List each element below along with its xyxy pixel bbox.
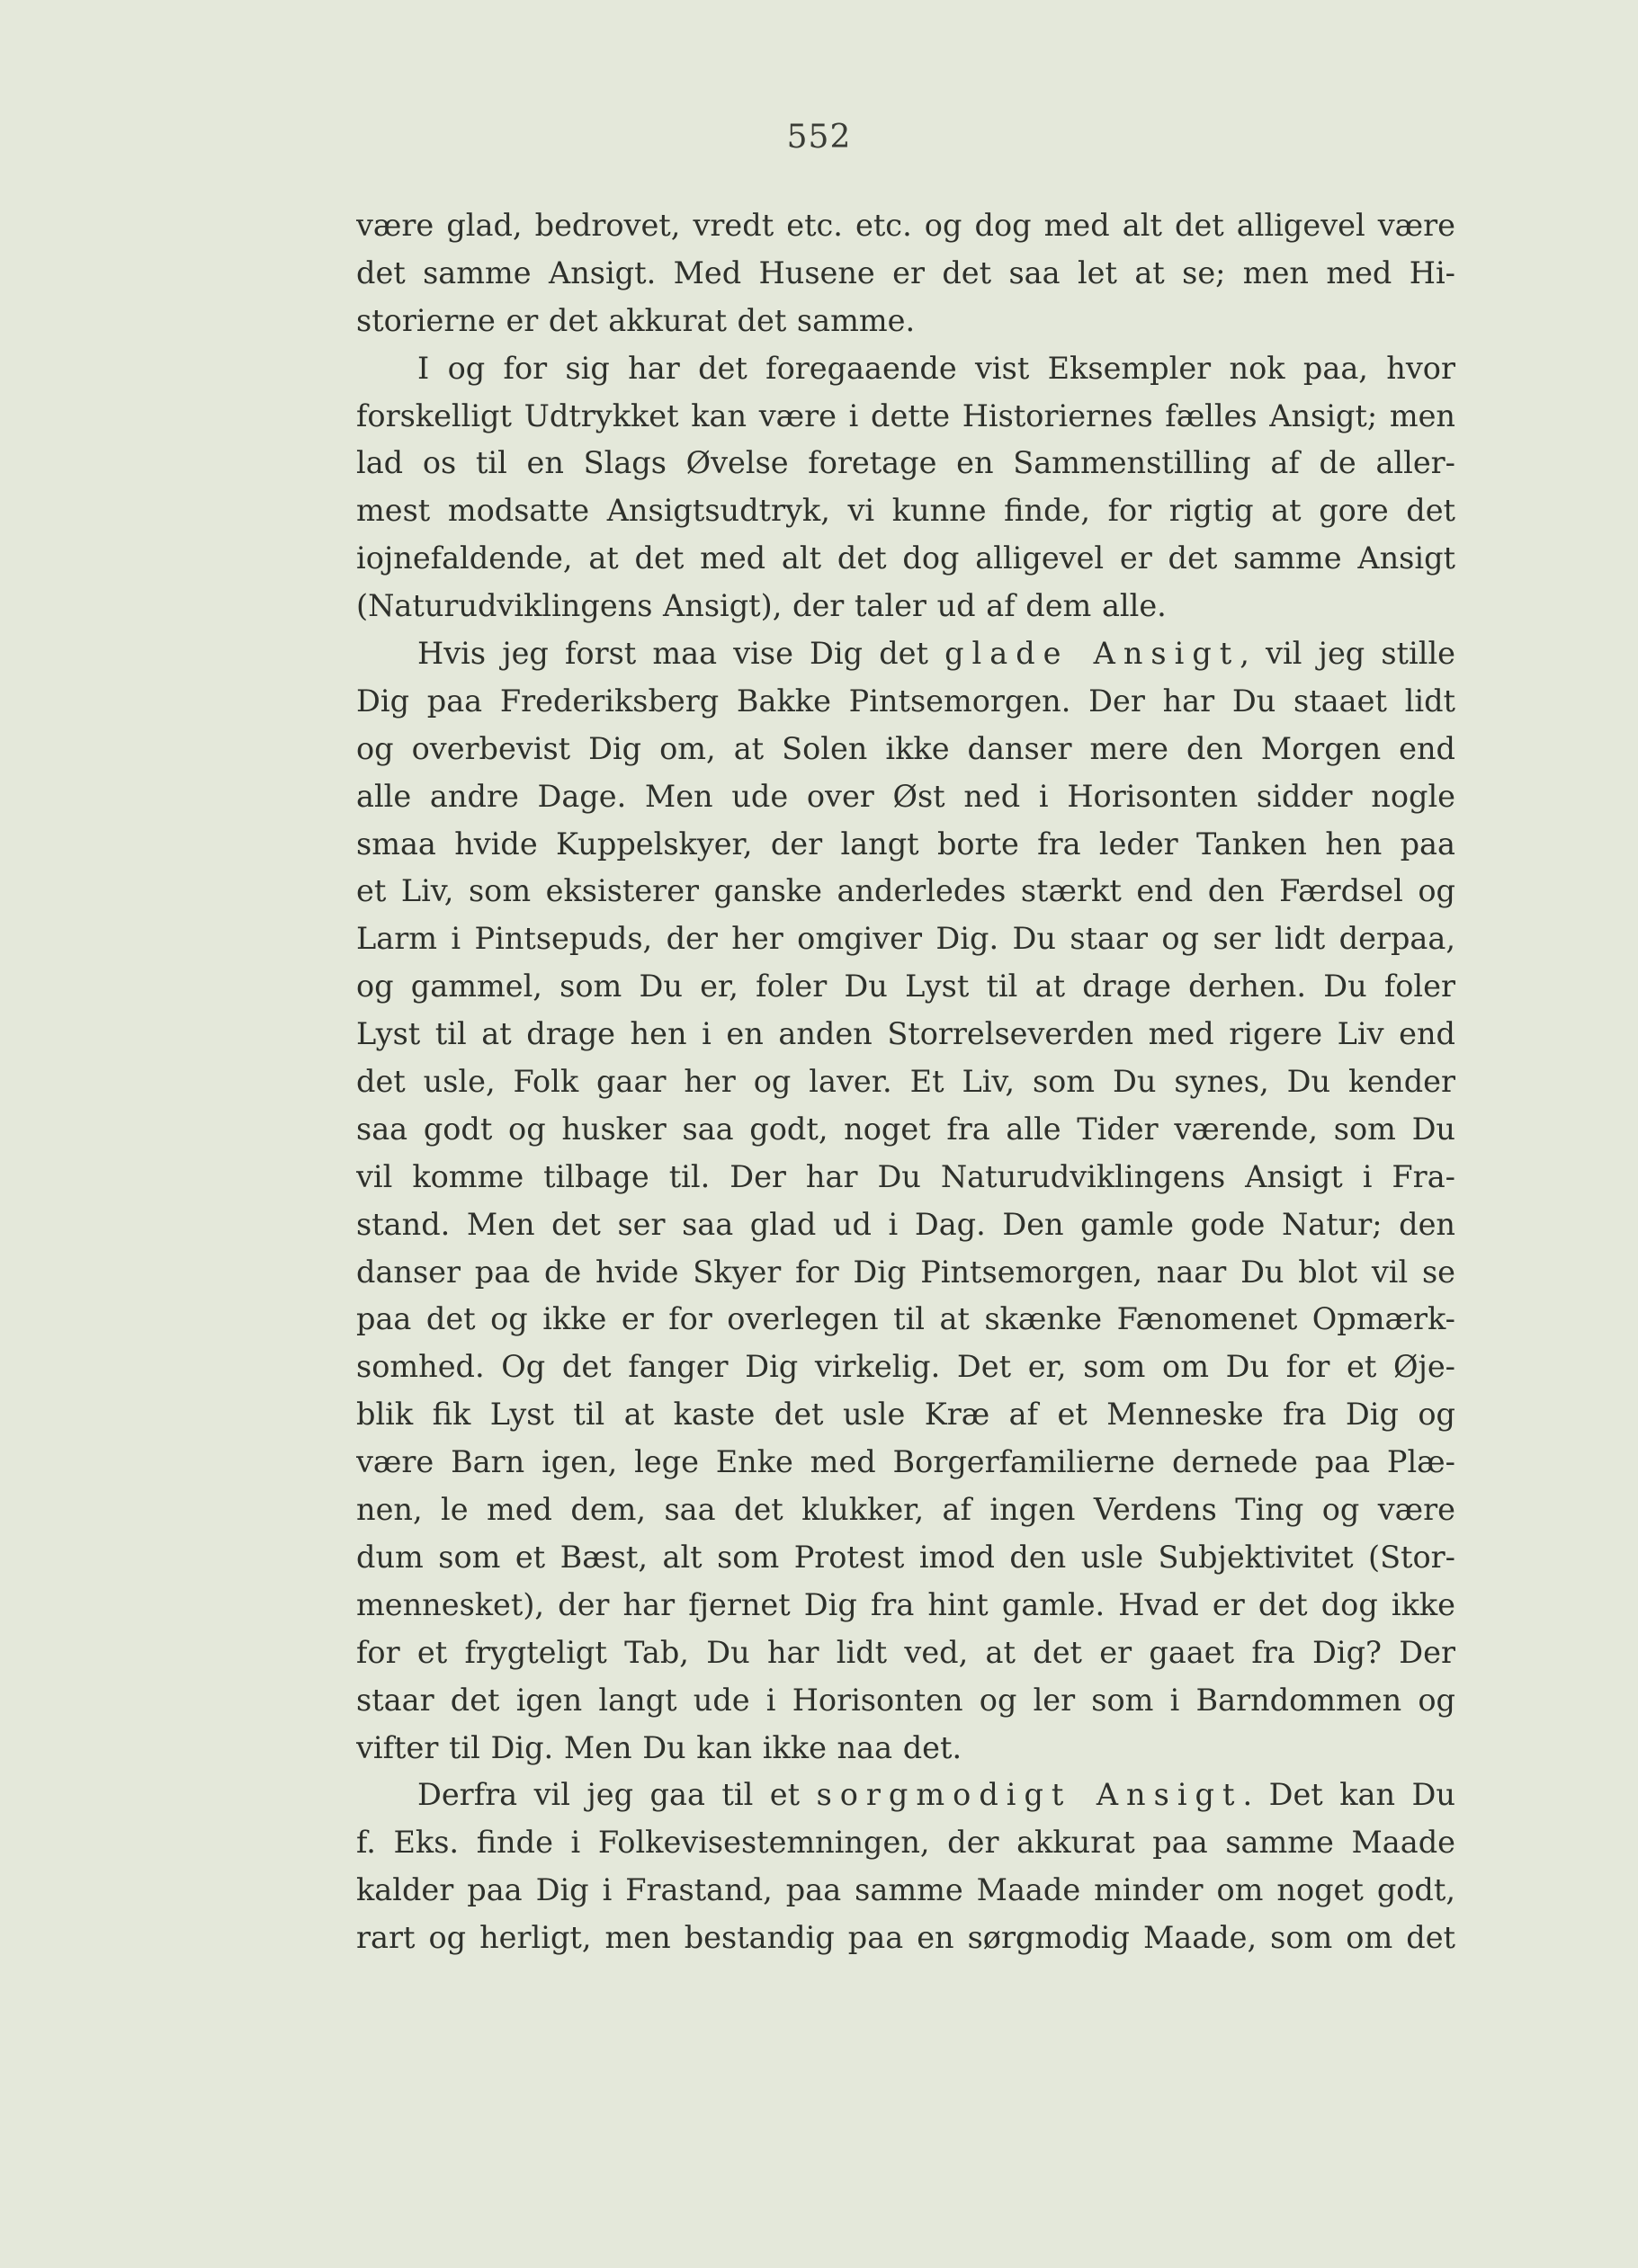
text-line: Dig paa Frederiksberg Bakke Pintsemorgen. Der har Du staaet lidt bbox=[356, 683, 1455, 719]
text-line: rart og herligt, men bestandig paa en sørgmodig Maade, som om det bbox=[356, 1920, 1455, 1956]
text-line: storierne er det akkurat det samme. bbox=[356, 302, 916, 338]
emphasized-phrase: sorgmodigt Ansigt bbox=[816, 1777, 1243, 1813]
text-line: det usle, Folk gaar her og laver. Et Liv, som Du synes, Du kender bbox=[356, 1064, 1455, 1100]
text-line: danser paa de hvide Skyer for Dig Pintsemorgen, naar Du blot vil se bbox=[356, 1254, 1455, 1290]
text-line: I og for sig har det foregaaende vist Eksempler nok paa, hvor bbox=[417, 350, 1455, 386]
text-line: kalder paa Dig i Frastand, paa samme Maade minder om noget godt, bbox=[356, 1872, 1455, 1908]
text-line: forskelligt Udtrykket kan være i dette Historiernes fælles Ansigt; men bbox=[356, 397, 1455, 433]
text-line: nen, le med dem, saa det klukker, af ingen Verdens Ting og være bbox=[356, 1492, 1455, 1528]
text-line: somhed. Og det fanger Dig virkelig. Det er, som om Du for et Øje- bbox=[356, 1349, 1455, 1385]
text-line: og gammel, som Du er, foler Du Lyst til at drage derhen. Du foler bbox=[356, 969, 1455, 1005]
text-segment: Hvis jeg forst maa vise Dig det bbox=[417, 636, 945, 672]
text-line: (Naturudviklingens Ansigt), der taler ud af dem alle. bbox=[356, 588, 1167, 624]
text-line: og overbevist Dig om, at Solen ikke danser mere den Morgen end bbox=[356, 730, 1455, 766]
text-line: være glad, bedrovet, vredt etc. etc. og dog med alt det alligevel være bbox=[356, 208, 1455, 243]
text-segment: Derfra vil jeg gaa til et bbox=[417, 1777, 817, 1813]
text-line: være Barn igen, lege Enke med Borgerfamilierne dernede paa Plæ- bbox=[356, 1444, 1455, 1480]
text-line: Lyst til at drage hen i en anden Storrelseverden med rigere Liv end bbox=[356, 1016, 1455, 1052]
text-line: smaa hvide Kuppelskyer, der langt borte fra leder Tanken hen paa bbox=[356, 826, 1455, 862]
body-text bbox=[356, 202, 1455, 1962]
text-line: vifter til Dig. Men Du kan ikke naa det. bbox=[356, 1729, 962, 1765]
text-line: iojnefaldende, at det med alt det dog alligevel er det samme Ansigt bbox=[356, 540, 1455, 576]
text-line: blik fik Lyst til at kaste det usle Kræ af et Menneske fra Dig og bbox=[356, 1397, 1455, 1433]
emphasized-phrase: glade Ansigt bbox=[944, 636, 1240, 672]
text-line: et Liv, som eksisterer ganske anderledes stærkt end den Færdsel og bbox=[356, 873, 1455, 909]
text-line: mennesket), der har fjernet Dig fra hint gamle. Hvad er det dog ikke bbox=[356, 1586, 1455, 1622]
page-number: 552 bbox=[786, 119, 852, 156]
text-line: dum som et Bæst, alt som Protest imod den usle Subjektivitet (Stor- bbox=[356, 1539, 1455, 1575]
text-line: Larm i Pintsepuds, der her omgiver Dig. Du staar og ser lidt derpaa, bbox=[356, 921, 1455, 957]
text-line: f. Eks. finde i Folkevisestemningen, der akkurat paa samme Maade bbox=[356, 1825, 1455, 1861]
text-line bbox=[356, 630, 1455, 678]
text-segment: . Det kan Du bbox=[1242, 1777, 1455, 1813]
text-line: lad os til en Slags Øvelse foretage en Sammenstilling af de aller- bbox=[356, 445, 1455, 481]
text-line: alle andre Dage. Men ude over Øst ned i Horisonten sidder nogle bbox=[356, 778, 1455, 814]
text-line: det samme Ansigt. Med Husene er det saa let at se; men med Hi- bbox=[356, 254, 1455, 290]
text-line bbox=[356, 1772, 1455, 1819]
text-line: vil komme tilbage til. Der har Du Naturudviklingens Ansigt i Fra- bbox=[356, 1158, 1455, 1194]
text-line: mest modsatte Ansigtsudtryk, vi kunne finde, for rigtig at gore det bbox=[356, 493, 1455, 529]
text-line: for et frygteligt Tab, Du har lidt ved, at det er gaaet fra Dig? Der bbox=[356, 1634, 1455, 1670]
text-segment: , vil jeg stille bbox=[1240, 636, 1455, 672]
text-line: saa godt og husker saa godt, noget fra alle Tider værende, som Du bbox=[356, 1111, 1455, 1147]
text-line: staar det igen langt ude i Horisonten og ler som i Barndommen og bbox=[356, 1682, 1455, 1718]
text-line: paa det og ikke er for overlegen til at skænke Fænomenet Opmærk- bbox=[356, 1301, 1455, 1337]
text-line: stand. Men det ser saa glad ud i Dag. Den gamle gode Natur; den bbox=[356, 1206, 1455, 1242]
